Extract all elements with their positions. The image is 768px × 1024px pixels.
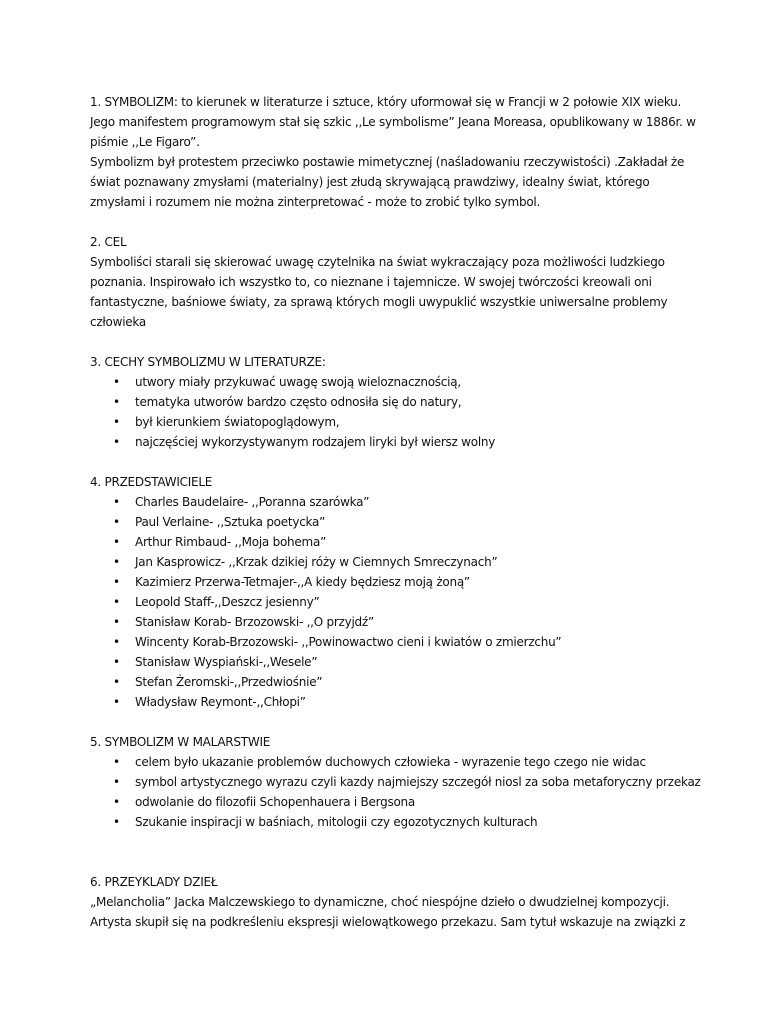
- list-item-text: odwolanie do filozofii Schopenhauera i Bergsona: [135, 795, 416, 809]
- section-1-line: świat poznawany zmysłami (materialny) jest złudą skrywającą prawdziwy, idealny świat, którego: [90, 175, 650, 189]
- cechy-list: [90, 372, 690, 452]
- list-item: [90, 392, 690, 412]
- section-1-line: Symbolizm był protestem przeciwko postawie mimetycznej (naśladowaniu rzeczywistości) .Zakładał że: [90, 155, 685, 169]
- bullet-icon: •: [113, 415, 120, 429]
- list-item: [90, 632, 690, 652]
- bullet-icon: •: [113, 675, 120, 689]
- section-4-heading: 4. PRZEDSTAWICIELE: [90, 475, 213, 489]
- list-item: [90, 572, 690, 592]
- list-item-text: Leopold Staff-,,Deszcz jesienny”: [135, 595, 320, 609]
- section-malarstwo: [90, 732, 701, 832]
- bullet-icon: •: [113, 795, 120, 809]
- list-item-text: Stanisław Wyspiański-,,Wesele”: [135, 655, 318, 669]
- bullet-icon: •: [113, 815, 120, 829]
- list-item-text: Wincenty Korab-Brzozowski- ,,Powinowactwo cieni i kwiatów o zmierzchu”: [135, 635, 562, 649]
- bullet-icon: •: [113, 775, 120, 789]
- list-item-text: Stefan Żeromski-,,Przedwiośnie”: [135, 675, 323, 689]
- section-1-line: Jego manifestem programowym stał się szkic ,,Le symbolisme” Jeana Moreasa, opublikowany w 1886r. w: [90, 115, 696, 129]
- section-1-line: piśmie ,,Le Figaro”.: [90, 135, 200, 149]
- list-item-text: symbol artystycznego wyrazu czyli kazdy najmiejszy szczegół niosl za soba metaforyczny przekaz: [135, 775, 701, 789]
- section-przyklady: [90, 872, 690, 932]
- section-2-line: poznania. Inspirowało ich wszystko to, co nieznane i tajemnicze. W swojej twórczości kreowali oni: [90, 275, 652, 289]
- section-6-line: Artysta skupił się na podkreśleniu ekspresji wielowątkowego przekazu. Sam tytuł wskazuje na związki z: [90, 915, 686, 929]
- list-item: [90, 492, 690, 512]
- section-3-heading: 3. CECHY SYMBOLIZMU W LITERATURZE:: [90, 355, 326, 369]
- bullet-icon: •: [113, 655, 120, 669]
- bullet-icon: •: [113, 555, 120, 569]
- document-page: [90, 92, 701, 932]
- bullet-icon: •: [113, 515, 120, 529]
- section-6-line: „Melancholia” Jacka Malczewskiego to dynamiczne, choć niespójne dzieło o dwudzielnej kompozycji.: [90, 895, 670, 909]
- bullet-icon: •: [113, 395, 120, 409]
- bullet-icon: •: [113, 635, 120, 649]
- list-item-text: Charles Baudelaire- ,,Poranna szarówka”: [135, 495, 370, 509]
- list-item: [90, 372, 690, 392]
- section-2-heading: 2. CEL: [90, 235, 127, 249]
- list-item-text: celem było ukazanie problemów duchowych człowieka - wyrazenie tego czego nie widac: [135, 755, 646, 769]
- list-item: [90, 552, 690, 572]
- list-item-text: Szukanie inspiracji w baśniach, mitologii czy egozotycznych kulturach: [135, 815, 538, 829]
- section-2-line: człowieka: [90, 315, 147, 329]
- list-item-text: tematyka utworów bardzo często odnosiła się do natury,: [135, 395, 462, 409]
- section-cel: [90, 232, 690, 332]
- przedstawiciele-list: [90, 492, 690, 712]
- bullet-icon: •: [113, 495, 120, 509]
- list-item: [90, 432, 690, 452]
- list-item-text: Arthur Rimbaud- ,,Moja bohema”: [135, 535, 327, 549]
- list-item-text: Władysław Reymont-,,Chłopi”: [135, 695, 306, 709]
- section-1-line: 1. SYMBOLIZM: to kierunek w literaturze i sztuce, który uformował się w Francji w 2 połowie XIX wieku.: [90, 95, 682, 109]
- section-2-line: Symboliści starali się skierować uwagę czytelnika na świat wykraczający poza możliwości ludzkiego: [90, 255, 665, 269]
- bullet-icon: •: [113, 695, 120, 709]
- bullet-icon: •: [113, 375, 120, 389]
- list-item-text: najczęściej wykorzystywanym rodzajem liryki był wiersz wolny: [135, 435, 496, 449]
- bullet-icon: •: [113, 435, 120, 449]
- section-6-heading: 6. PRZEYKLADY DZIEŁ: [90, 875, 218, 889]
- list-item-text: był kierunkiem światopoglądowym,: [135, 415, 340, 429]
- bullet-icon: •: [113, 535, 120, 549]
- list-item: [90, 652, 690, 672]
- list-item: [90, 812, 690, 832]
- list-item: [90, 792, 690, 812]
- list-item: [90, 772, 701, 792]
- list-item-text: utwory miały przykuwać uwagę swoją wieloznacznością,: [135, 375, 461, 389]
- list-item: [90, 532, 690, 552]
- section-symbolizm: [90, 92, 696, 212]
- bullet-icon: •: [113, 615, 120, 629]
- list-item-text: Paul Verlaine- ,,Sztuka poetycka”: [135, 515, 326, 529]
- list-item: [90, 592, 690, 612]
- bullet-icon: •: [113, 575, 120, 589]
- list-item: [90, 412, 690, 432]
- bullet-icon: •: [113, 595, 120, 609]
- list-item: [90, 692, 690, 712]
- section-5-heading: 5. SYMBOLIZM W MALARSTWIE: [90, 735, 271, 749]
- list-item: [90, 512, 690, 532]
- section-cechy: [90, 352, 690, 452]
- list-item: [90, 672, 690, 692]
- list-item-text: Stanisław Korab- Brzozowski- ,,O przyjdź”: [135, 615, 374, 629]
- bullet-icon: •: [113, 755, 120, 769]
- list-item-text: Jan Kasprowicz- ,,Krzak dzikiej róży w Ciemnych Smreczynach”: [135, 555, 498, 569]
- malarstwo-list: [90, 752, 701, 832]
- list-item: [90, 612, 690, 632]
- section-1-line: zmysłami i rozumem nie można zinterpretować - może to zrobić tylko symbol.: [90, 195, 541, 209]
- list-item: [90, 752, 690, 772]
- section-przedstawiciele: [90, 472, 690, 712]
- section-2-line: fantastyczne, baśniowe światy, za sprawą których mogli uwypuklić wszystkie uniwersalne problemy: [90, 295, 668, 309]
- list-item-text: Kazimierz Przerwa-Tetmajer-,,A kiedy będziesz moją żoną”: [135, 575, 470, 589]
